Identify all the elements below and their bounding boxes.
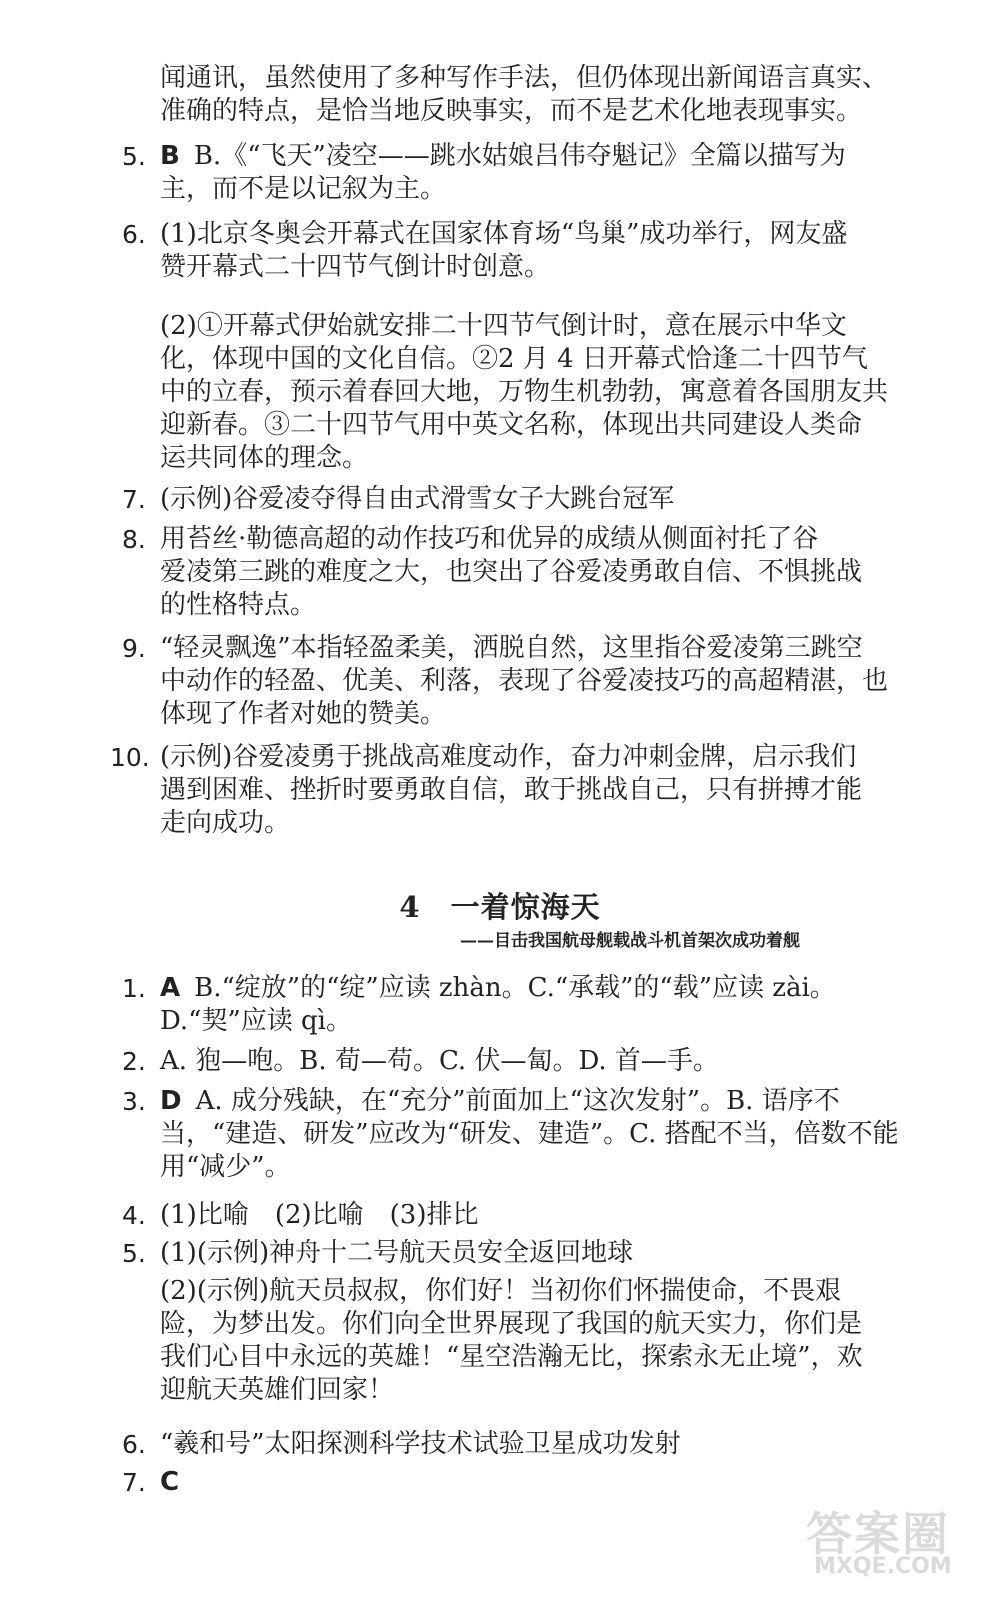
text-line: 准确的特点，是恰当地反映事实，而不是艺术化地表现事实。 (160, 96, 863, 126)
text-line: 迎新春。③二十四节气用中英文名称，体现出共同建设人类命 (160, 410, 863, 440)
item-number: 7. (122, 1468, 146, 1497)
answer-item-9 (122, 632, 889, 731)
item-number: 5. (122, 142, 146, 171)
text-line: 闻通讯，虽然使用了多种写作手法，但仍体现出新闻语言真实、 (160, 63, 889, 93)
watermark-logo-text: 答案圈 (806, 1507, 950, 1561)
text-line: 我们心目中永远的英雄！“星空浩瀚无比，探索永无止境”，欢 (160, 1342, 863, 1372)
section-title: 4 一着惊海天 (399, 890, 601, 924)
choice-answer: B (160, 141, 180, 171)
text-line: 中的立春，预示着春回大地，万物生机勃勃，寓意着各国朋友共 (160, 377, 889, 407)
site-watermark (806, 1498, 976, 1588)
item-number: 2. (122, 1047, 146, 1076)
text-line: (2)(示例)航天员叔叔，你们好！当初你们怀揣使命，不畏艰 (160, 1276, 842, 1306)
text-line: 迎航天英雄们回家！ (160, 1375, 395, 1405)
item-number: 9. (122, 634, 146, 663)
answer-item-3 (122, 1085, 899, 1184)
answer-item-1 (122, 972, 836, 1038)
answer-item-6 (122, 218, 848, 284)
text-line: 化，体现中国的文化自信。②2 月 4 日开幕式恰逢二十四节气 (160, 344, 868, 374)
answer-item-8 (122, 523, 863, 622)
text-line: A. 狍—咆。B. 荀—苟。C. 伏—匐。D. 首—手。 (160, 1046, 719, 1076)
text-line: B.《“飞天”凌空——跳水姑娘吕伟夺魁记》全篇以描写为 (193, 141, 846, 171)
text-line: (2)①开幕式伊始就安排二十四节气倒计时，意在展示中华文 (160, 311, 847, 341)
item-number: 8. (122, 525, 146, 554)
answer-item-5 (122, 140, 846, 206)
answer-item-7 (122, 483, 820, 516)
text-line: 运共同体的理念。 (160, 443, 369, 473)
item-number: 6. (122, 220, 146, 249)
text-line: “轻灵飘逸”本指轻盈柔美，洒脱自然，这里指谷爱凌第三跳空 (160, 633, 863, 663)
text-line: (示例)谷爱凌勇于挑战高难度动作，奋力冲刺金牌，启示我们 (160, 742, 857, 772)
answer-item-10 (110, 741, 863, 840)
text-line: 用苔丝·勒德高超的动作技巧和优异的成绩从侧面衬托了谷 (160, 524, 819, 554)
text-line: 遇到困难、挫折时要勇敢自信，敢于挑战自己，只有拼搏才能 (160, 775, 863, 805)
answer-item-7b (122, 1466, 820, 1499)
answer-item-6-part2 (160, 310, 889, 475)
text-line: 爱凌第三跳的难度之大，也突出了谷爱凌勇敢自信、不惧挑战 (160, 557, 863, 587)
section-subtitle: ——目击我国航母舰载战斗机首架次成功着舰 (460, 931, 800, 951)
item-number: 4. (122, 1201, 146, 1230)
text-line: 用“减少”。 (160, 1152, 291, 1182)
item-number: 3. (122, 1087, 146, 1116)
text-line: 体现了作者对她的赞美。 (160, 699, 447, 729)
item-number: 6. (122, 1430, 146, 1459)
text-line: 当，“建造、研发”应改为“研发、建造”。C. 搭配不当，倍数不能 (160, 1119, 899, 1149)
text-line: 险，为梦出发。你们向全世界展现了我国的航天实力，你们是 (160, 1309, 863, 1339)
answer-item-5b (122, 1237, 820, 1270)
text-line: 赞开幕式二十四节气倒计时创意。 (160, 252, 551, 282)
choice-answer: D (160, 1086, 182, 1116)
watermark-url: MXQE.COM (814, 1554, 952, 1579)
item-number: 10. (110, 743, 150, 772)
answer-item-2 (122, 1045, 820, 1078)
item-number: 1. (122, 974, 146, 1003)
item-number: 5. (122, 1239, 146, 1268)
text-line: B.“绽放”的“绽”应读 zhàn。C.“承载”的“载”应读 zài。 (194, 973, 836, 1003)
text-line: 的性格特点。 (160, 590, 317, 620)
item-number: 7. (122, 485, 146, 514)
answer-item-6b (122, 1428, 820, 1461)
text-line: (1)北京冬奥会开幕式在国家体育场“鸟巢”成功举行，网友盛 (160, 219, 848, 249)
choice-answer: C (160, 1467, 180, 1497)
text-line: A. 成分残缺，在“充分”前面加上“这次发射”。B. 语序不 (195, 1086, 840, 1116)
text-line: D.“契”应读 qì。 (160, 1006, 352, 1036)
answer-item-4 (122, 1199, 820, 1232)
choice-answer: A (160, 973, 181, 1003)
text-line: (示例)谷爱凌夺得自由式滑雪女子大跳台冠军 (160, 484, 675, 514)
text-line: (1)(示例)神舟十二号航天员安全返回地球 (160, 1238, 634, 1268)
text-line: 走向成功。 (160, 808, 291, 838)
text-line: (1)比喻 (2)比喻 (3)排比 (160, 1200, 479, 1230)
text-line: 中动作的轻盈、优美、利落，表现了谷爱凌技巧的高超精湛，也 (160, 666, 889, 696)
continued-text (160, 62, 889, 128)
text-line: 主，而不是以记叙为主。 (160, 174, 447, 204)
answer-item-5b-part2 (160, 1275, 863, 1407)
text-line: “羲和号”太阳探测科学技术试验卫星成功发射 (160, 1429, 681, 1459)
